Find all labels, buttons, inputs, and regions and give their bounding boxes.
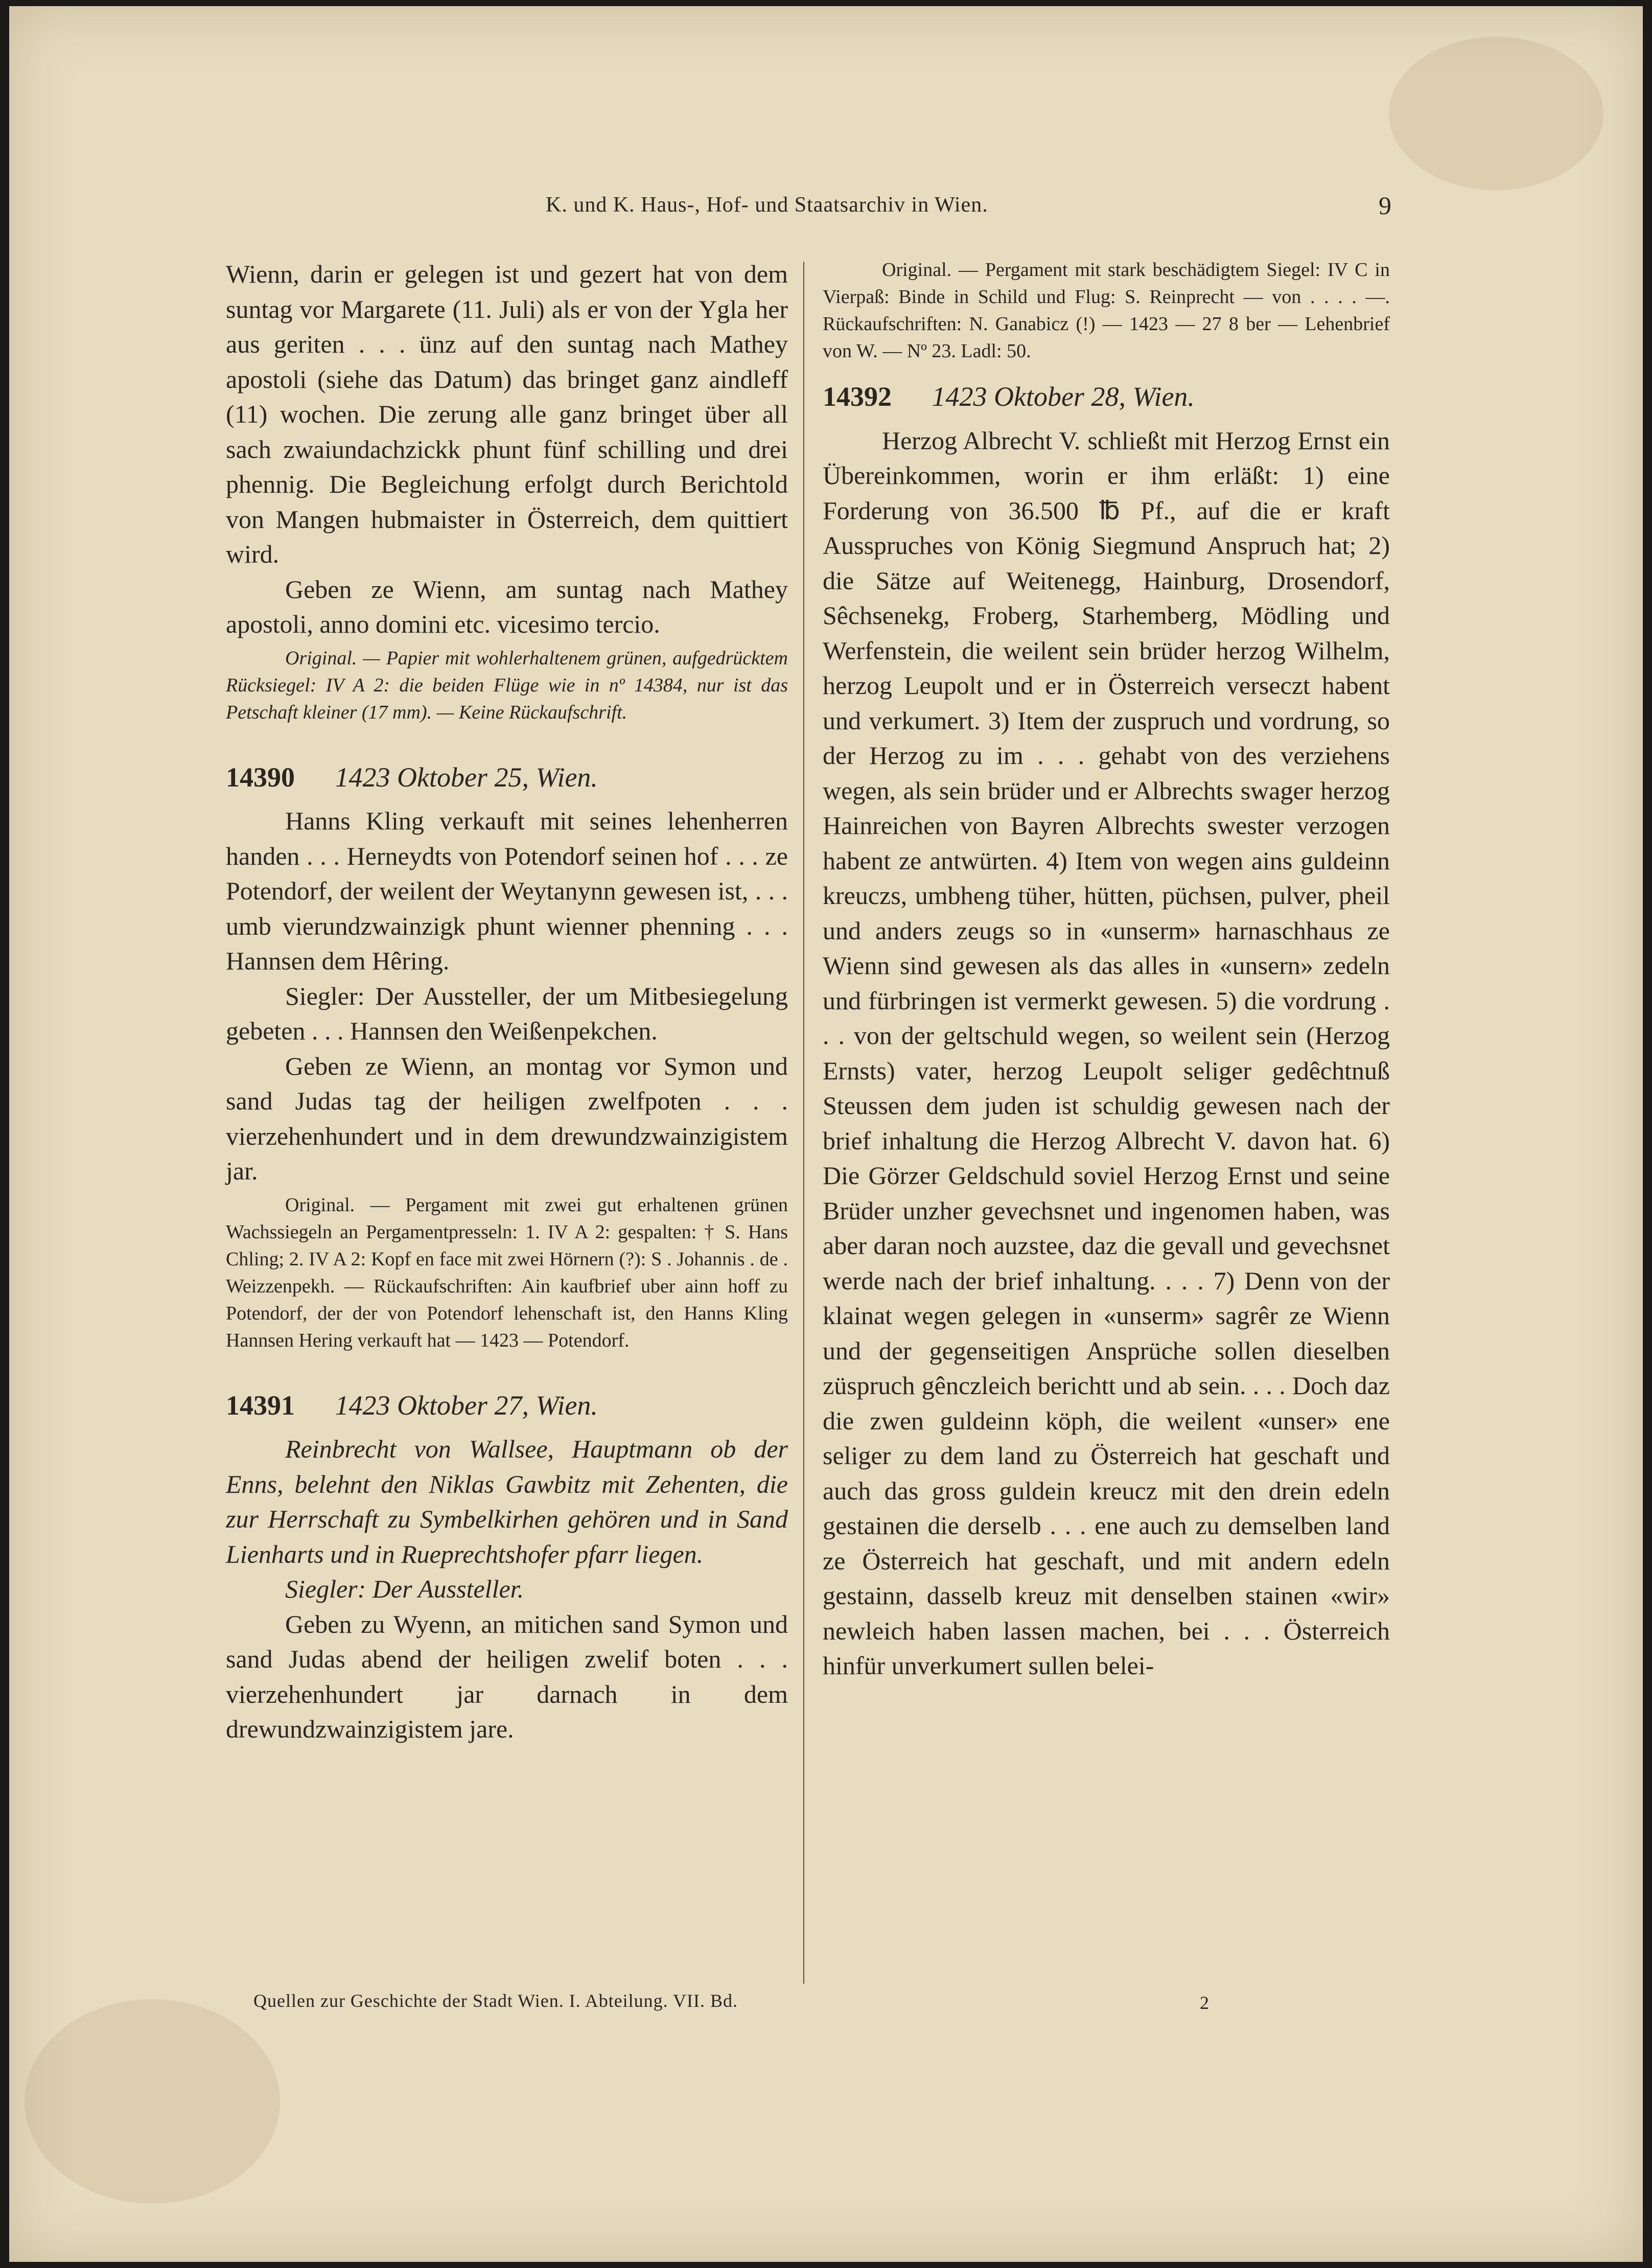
entry-siegler: Siegler: Der Aussteller. [285,1575,524,1603]
archival-note: Original. — Pergament mit stark beschädigtem Siegel: IV C in Vierpaß: Binde in Schild und Flug: S. Reinprecht — von . . . . —. Rückaufschriften: N. Ganabicz (!) — 1423 — 27 8 ber — Lehenbrief von W. — Nº 23. Ladl: 50. [823,259,1390,362]
entry-date: 1423 Oktober 27, Wien. [335,1390,598,1421]
entry-heading-14391 [226,1388,788,1424]
entry-number: 14390 [226,761,295,793]
entry-heading-14392 [823,379,1390,415]
column-divider [803,262,804,1984]
document-page [9,6,1643,2262]
entry-number: 14391 [226,1390,295,1421]
running-head-title: K. und K. Haus-, Hof- und Staatsarchiv in Wien. [546,193,988,217]
dating-clause: Geben ze Wienn, am suntag nach Mathey apostoli, anno domini etc. vicesimo tercio. [226,574,788,638]
entry-text: Hanns Kling verkauft mit seines lehenherren handen . . . Herneydts von Potendorf seinen hof . . . ze Potendorf, der weilent der Weytanynn gewesen ist, . . . umb vierundzwainzigk phunt wienner phenning . . . Hannsen dem Hêring. [226,806,788,975]
page-number: 9 [1379,191,1391,220]
left-column [226,257,788,1747]
entry-heading-14390 [226,760,788,796]
paper-stain [1389,37,1603,190]
entry-number: 14392 [823,381,892,412]
dating-clause: Geben zu Wyenn, an mitichen sand Symon und sand Judas abend der heiligen zwelif boten . . . vierzehenhundert jar darnach in dem drewundzwainzigistem jare. [226,1609,788,1743]
printer-signature: 2 [1200,1993,1209,2013]
archival-note: Original. — Papier mit wohlerhaltenem grünen, aufgedrücktem Rücksiegel: IV A 2: die beiden Flüge wie in nº 14384, nur ist das Petschaft kleiner (17 mm). — Keine Rückaufschrift. [226,647,788,723]
entry-date: 1423 Oktober 28, Wien. [932,381,1195,412]
right-column [823,257,1390,1683]
entry-siegler: Siegler: Der Aussteller, der um Mitbesiegelung gebeten . . . Hannsen den Weißenpekchen. [226,981,788,1045]
footer-series-title: Quellen zur Geschichte der Stadt Wien. I. Abteilung. VII. Bd. [253,1991,738,2011]
paper-stain [25,1999,280,2204]
continued-text: Wienn, darin er gelegen ist und gezert hat von dem suntag vor Margarete (11. Juli) als er von der Ygla her aus geriten . . . ünz auf den suntag nach Mathey apostoli (siehe das Datum) das bringet ganz aindleff (11) wochen. Die zerung alle ganz bringet über all sach zwaiundachzickk phunt fünf schilling und drei phennig. Die Begleichung erfolgt durch Berichtold von Mangen hubmaister in Österreich, dem quittiert wird. [226,260,788,568]
running-head [9,193,1643,228]
dating-clause: Geben ze Wienn, an montag vor Symon und sand Judas tag der heiligen zwelfpoten . . . vierzehenhundert und in dem drewundzwainzigistem jar. [226,1051,788,1185]
entry-summary: Reinbrecht von Wallsee, Hauptmann ob der Enns, belehnt den Niklas Gawbitz mit Zehenten, die zur Herrschaft zu Symbelkirhen gehören und in Sand Lienharts und in Rueprechtshofer pfarr liegen. [226,1434,788,1568]
entry-date: 1423 Oktober 25, Wien. [335,761,598,793]
entry-text: Herzog Albrecht V. schließt mit Herzog Ernst ein Übereinkommen, worin er ihm erläßt: 1) eine Forderung von 36.500 ℔ Pf., auf die er kraft Ausspruches von König Siegmund Anspruch hat; 2) die Sätze auf Weitenegg, Hainburg, Drosendorf, Sêchsenekg, Froberg, Starhemberg, Mödling und Werfenstein, die weilent sein brüder herzog Wilhelm, herzog Leupolt und er in Österreich verseczt habent und verkumert. 3) Item der zuspruch und vordrung, so der Herzog zu im . . . gehabt von des verziehens wegen, als sein brüder und er Albrechts swager herzog Hainreichen von Bayren Albrechts swester verzogen habent ze antwürten. 4) Item von wegen ains guldeinn kreuczs, umbheng tüher, hütten, püchsen, pulver, pheil und anders zeugs so in «unserm» harnaschhaus ze Wienn sind gewesen als das alles in «unsern» zedeln und fürbringen ist vermerkt gewesen. 5) die vordrung . . . von der geltschuld wegen, so weilent sein (Herzog Ernsts) vater, herzog Leupolt seliger gedêchtnuß Steussen dem juden ist schuldig gewesen nach der brief inhaltung die Herzog Albrecht V. davon hat. 6) Die Görzer Geldschuld soviel Herzog Ernst und seine Brüder unzher gevechsnet und ingenomen haben, was aber daran noch auzstee, daz die gevall und gevechsnet werde nach der brief inhaltung. . . . 7) Denn von der klainat wegen gelegen in «unserm» sagrêr ze Wienn und der gegenseitigen Ansprüche sollen dieselben züspruch gênczleich berichtt und ab sein. . . . Doch daz die zwen guldeinn köph, die weilent «unser» ene seliger zu dem land zu Österreich hat geschaft und auch das gross guldein kreucz mit den drein edeln gestainen die derselb . . . ene auch zu demselben land ze Österreich hat geschaft, und mit andern edeln gestainn, dasselb kreuz mit denselben stainen «wir» newleich haben lassen machen, bei . . . Österreich hinfür unverkumert sullen belei- [823,426,1390,1680]
archival-note: Original. — Pergament mit zwei gut erhaltenen grünen Wachssiegeln an Pergamentpresseln: 1. IV A 2: gespalten: † S. Hans Chling; 2. IV A 2: Kopf en face mit zwei Hörnern (?): S . Johannis . de . Weizzenpekh. — Rückaufschriften: Ain kaufbrief uber ainn hoff zu Potendorf, der der von Potendorf lehenschaft ist, den Hanns Kling Hannsen Hering verkauft hat — 1423 — Potendorf. [226,1194,788,1351]
